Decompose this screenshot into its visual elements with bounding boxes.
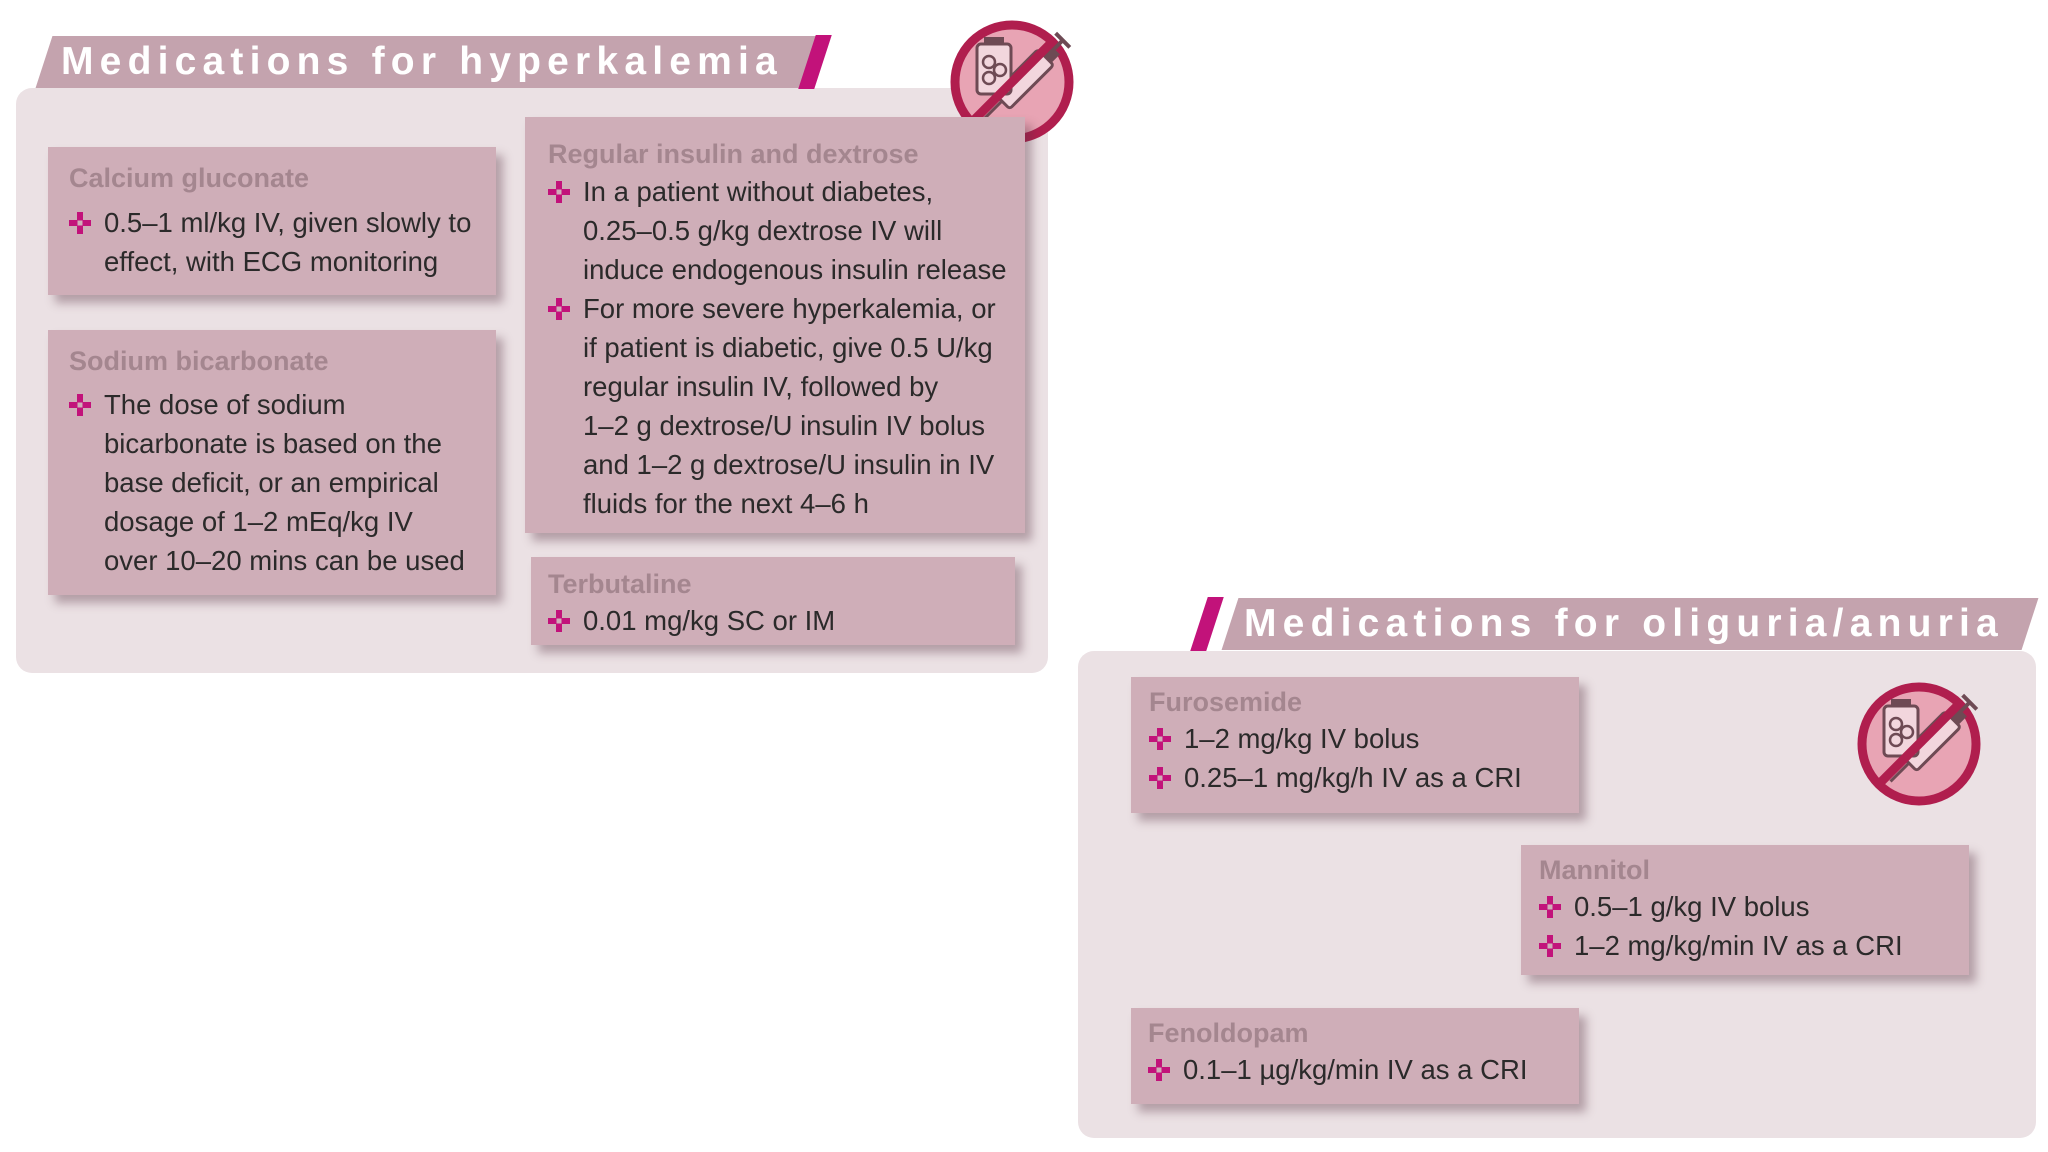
list-item xyxy=(548,289,1017,523)
bullet-cross-icon xyxy=(548,298,570,320)
bullet-cross-icon xyxy=(548,181,570,203)
list-item xyxy=(1148,1050,1571,1089)
text-line: induce endogenous insulin release xyxy=(583,254,1007,285)
bullet-cross-icon xyxy=(1149,728,1171,750)
bullet-cross-icon xyxy=(1539,935,1561,957)
card-calcium-gluconate xyxy=(48,147,496,295)
card-title: Regular insulin and dextrose xyxy=(548,139,919,169)
card-fenoldopam xyxy=(1131,1008,1579,1104)
bullet-cross-icon xyxy=(1148,1059,1170,1081)
list-item xyxy=(1149,758,1571,797)
card-sodium-bicarbonate xyxy=(48,330,496,595)
text-line: effect, with ECG monitoring xyxy=(104,246,439,277)
text-line: and 1–2 g dextrose/U insulin in IV xyxy=(583,449,995,480)
card-mannitol xyxy=(1521,845,1969,975)
text-line: over 10–20 mins can be used xyxy=(104,545,465,576)
card-regular-insulin-dextrose xyxy=(525,117,1025,533)
text-line: fluids for the next 4–6 h xyxy=(583,488,869,519)
text-line: 0.1–1 µg/kg/min IV as a CRI xyxy=(1183,1054,1528,1085)
card-title: Fenoldopam xyxy=(1148,1018,1309,1048)
oliguria-title: Medications for oliguria/anuria xyxy=(1244,602,2004,645)
text-line: In a patient without diabetes, xyxy=(583,176,934,207)
bullet-cross-icon xyxy=(69,212,91,234)
text-line: For more severe hyperkalemia, or xyxy=(583,293,996,324)
list-item xyxy=(1149,719,1571,758)
text-line: regular insulin IV, followed by xyxy=(583,371,939,402)
banner-accent-slash xyxy=(1190,597,1224,651)
card-terbutaline xyxy=(531,557,1015,645)
text-line: 1–2 mg/kg IV bolus xyxy=(1184,723,1420,754)
text-line: 0.01 mg/kg SC or IM xyxy=(583,605,836,636)
card-title: Sodium bicarbonate xyxy=(69,346,329,376)
text-line: 0.5–1 ml/kg IV, given slowly to xyxy=(104,207,472,238)
text-line: 0.25–0.5 g/kg dextrose IV will xyxy=(583,215,943,246)
text-line: if patient is diabetic, give 0.5 U/kg xyxy=(583,332,993,363)
text-line: 1–2 mg/kg/min IV as a CRI xyxy=(1574,930,1903,961)
text-line: 1–2 g dextrose/U insulin IV bolus xyxy=(583,410,986,441)
text-line: 0.25–1 mg/kg/h IV as a CRI xyxy=(1184,762,1522,793)
bullet-cross-icon xyxy=(1539,896,1561,918)
list-item xyxy=(1539,926,1961,965)
bullet-cross-icon xyxy=(548,610,570,632)
text-line: base deficit, or an empirical xyxy=(104,467,439,498)
bullet-cross-icon xyxy=(69,394,91,416)
text-line: 0.5–1 g/kg IV bolus xyxy=(1574,891,1810,922)
text-line: The dose of sodium xyxy=(104,389,346,420)
hyperkalemia-title: Medications for hyperkalemia xyxy=(61,40,783,83)
card-furosemide xyxy=(1131,677,1579,813)
card-title: Furosemide xyxy=(1149,687,1303,717)
card-title: Mannitol xyxy=(1539,855,1650,885)
list-item xyxy=(548,601,1007,640)
list-item xyxy=(1539,887,1961,926)
no-syringe-icon xyxy=(1853,676,1995,818)
list-item xyxy=(69,203,488,281)
list-item xyxy=(548,172,1017,289)
text-line: dosage of 1–2 mEq/kg IV xyxy=(104,506,413,537)
card-title: Calcium gluconate xyxy=(69,163,310,193)
card-title: Terbutaline xyxy=(548,569,692,599)
text-line: bicarbonate is based on the xyxy=(104,428,442,459)
list-item xyxy=(69,385,488,580)
bullet-cross-icon xyxy=(1149,767,1171,789)
